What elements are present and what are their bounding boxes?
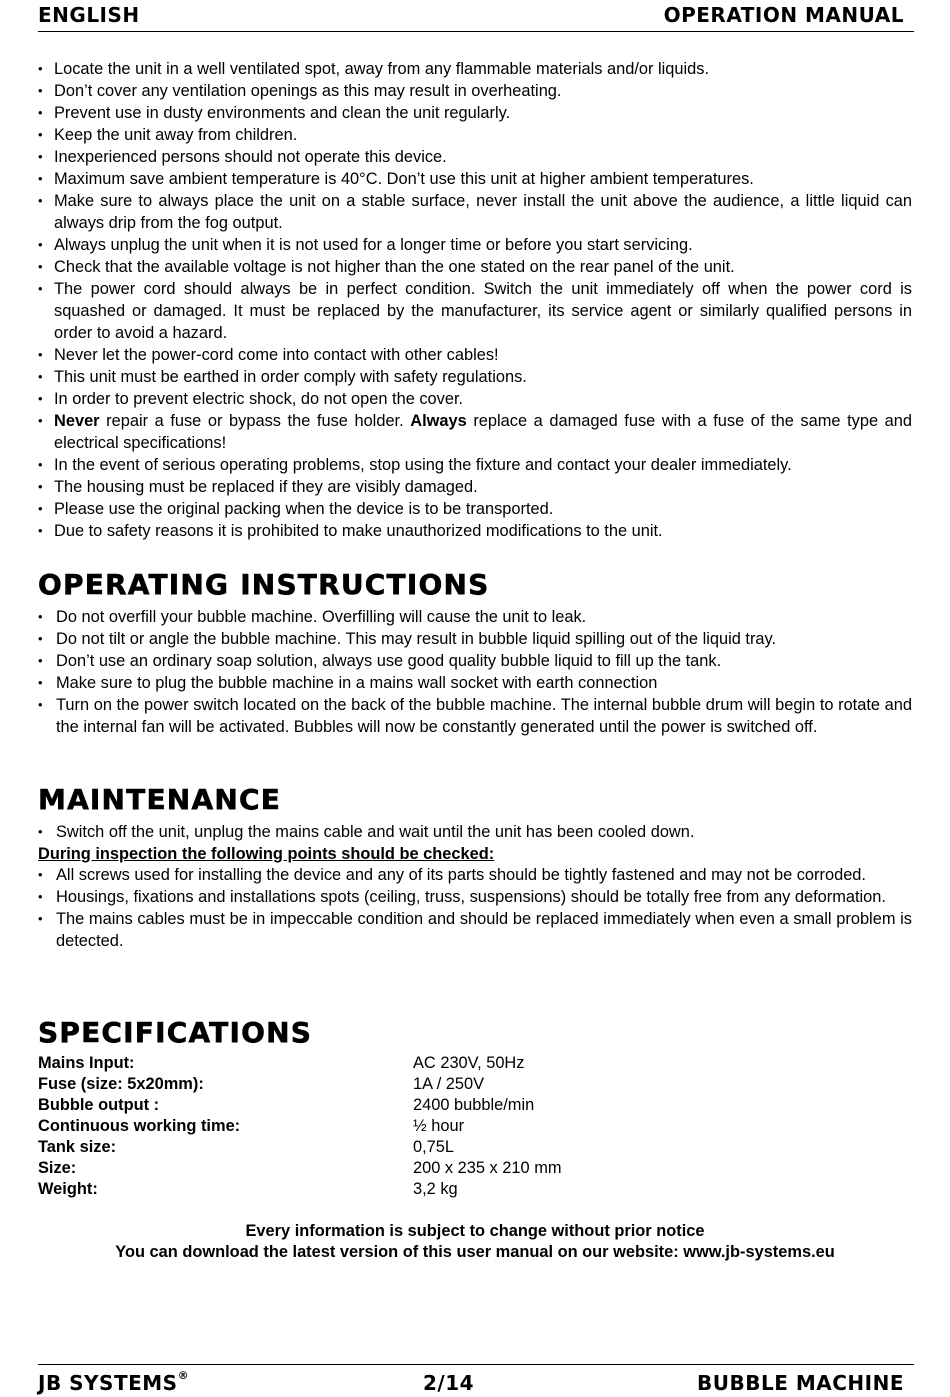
footer-brand [38, 1371, 189, 1395]
list-item: • Make sure to always place the unit on a stable surface, never install the unit above the audience, a little liquid can always drip from the fog output. [38, 190, 912, 234]
list-item: • Check that the available voltage is not higher than the one stated on the rear panel of the unit. [38, 256, 912, 278]
inspection-heading: During inspection the following points should be checked: [38, 845, 495, 863]
maintenance-heading: MAINTENANCE [38, 783, 282, 816]
spec-label: Fuse (size: 5x20mm): [38, 1075, 204, 1093]
spec-value: ½ hour [413, 1117, 465, 1135]
download-notice: You can download the latest version of this user manual on our website: www.jb-systems.eu [115, 1243, 835, 1261]
always-emphasis: Always [410, 412, 467, 430]
list-item: • Never let the power-cord come into contact with other cables! [38, 344, 912, 366]
list-item: • The housing must be replaced if they are visibly damaged. [38, 476, 912, 498]
page-footer [38, 1364, 914, 1395]
list-item: • Locate the unit in a well ventilated spot, away from any flammable materials and/or liquids. [38, 58, 912, 80]
spec-label: Continuous working time: [38, 1117, 241, 1135]
list-item: • Make sure to plug the bubble machine in a mains wall socket with earth connection [38, 672, 912, 694]
spec-label: Weight: [38, 1180, 98, 1198]
footer-product: BUBBLE MACHINE [697, 1371, 904, 1395]
list-item: • Please use the original packing when the device is to be transported. [38, 498, 912, 520]
list-item: • Do not overfill your bubble machine. Overfilling will cause the unit to leak. [38, 606, 912, 628]
list-item: • In the event of serious operating problems, stop using the fixture and contact your dealer immediately. [38, 454, 912, 476]
list-item: • Housings, fixations and installations spots (ceiling, truss, suspensions) should be totally free from any deformation. [38, 886, 912, 908]
specifications-heading: SPECIFICATIONS [38, 1016, 313, 1049]
list-item: • All screws used for installing the device and any of its parts should be tightly fastened and may not be corroded. [38, 864, 912, 886]
list-item: • Maximum save ambient temperature is 40°C. Don’t use this unit at higher ambient temperatures. [38, 168, 912, 190]
header-language: ENGLISH [38, 3, 140, 27]
spec-value: 2400 bubble/min [413, 1096, 535, 1114]
list-item: • The mains cables must be in impeccable condition and should be replaced immediately when even a small problem is detected. [38, 908, 912, 952]
fuse-text-2: replace a damaged fuse with a fuse of the same type and electrical specifications! [54, 412, 912, 452]
list-item: • Prevent use in dusty environments and clean the unit regularly. [38, 102, 912, 124]
list-item: • Turn on the power switch located on the back of the bubble machine. The internal bubble drum will begin to rotate and the internal fan will be activated. Bubbles will now be constantly generated until the power is switched off. [38, 694, 912, 738]
fuse-text-1: repair a fuse or bypass the fuse holder. [99, 412, 411, 430]
list-item-fuse [38, 410, 912, 454]
operating-list [38, 606, 912, 738]
spec-label: Size: [38, 1159, 77, 1177]
spec-label: Tank size: [38, 1138, 117, 1156]
change-notice: Every information is subject to change without prior notice [245, 1222, 705, 1240]
spec-value: 3,2 kg [413, 1180, 458, 1198]
spec-value: 200 x 235 x 210 mm [413, 1159, 562, 1177]
list-item: • Switch off the unit, unplug the mains cable and wait until the unit has been cooled down. [38, 821, 912, 843]
list-item: • Due to safety reasons it is prohibited to make unauthorized modifications to the unit. [38, 520, 912, 542]
list-item: • Keep the unit away from children. [38, 124, 912, 146]
maintenance-list [38, 864, 912, 952]
operating-heading: OPERATING INSTRUCTIONS [38, 568, 490, 601]
page-header [38, 2, 914, 32]
safety-list [38, 58, 912, 542]
spec-value: 0,75L [413, 1138, 455, 1156]
spec-label: Bubble output : [38, 1096, 160, 1114]
list-item: • Don’t cover any ventilation openings as this may result in overheating. [38, 80, 912, 102]
list-item: • This unit must be earthed in order comply with safety regulations. [38, 366, 912, 388]
maintenance-first-list [38, 821, 912, 843]
never-emphasis: Never [54, 412, 100, 430]
registered-mark: ® [177, 1369, 190, 1382]
list-item: • Inexperienced persons should not operate this device. [38, 146, 912, 168]
page-number: 2/14 [423, 1371, 475, 1395]
list-item: • Do not tilt or angle the bubble machine. This may result in bubble liquid spilling out of the liquid tray. [38, 628, 912, 650]
list-item: • Don’t use an ordinary soap solution, always use good quality bubble liquid to fill up the tank. [38, 650, 912, 672]
spec-value: AC 230V, 50Hz [413, 1054, 525, 1072]
header-title: OPERATION MANUAL [663, 3, 904, 27]
list-item: • Always unplug the unit when it is not used for a longer time or before you start servicing. [38, 234, 912, 256]
spec-label: Mains Input: [38, 1054, 135, 1072]
brand-name: JB SYSTEMS [38, 1371, 178, 1395]
list-item: • In order to prevent electric shock, do not open the cover. [38, 388, 912, 410]
list-item: • The power cord should always be in perfect condition. Switch the unit immediately off when the power cord is squashed or damaged. It must be replaced by the manufacturer, its service agent or similarly qualified persons in order to avoid a hazard. [38, 278, 912, 344]
spec-value: 1A / 250V [413, 1075, 485, 1093]
